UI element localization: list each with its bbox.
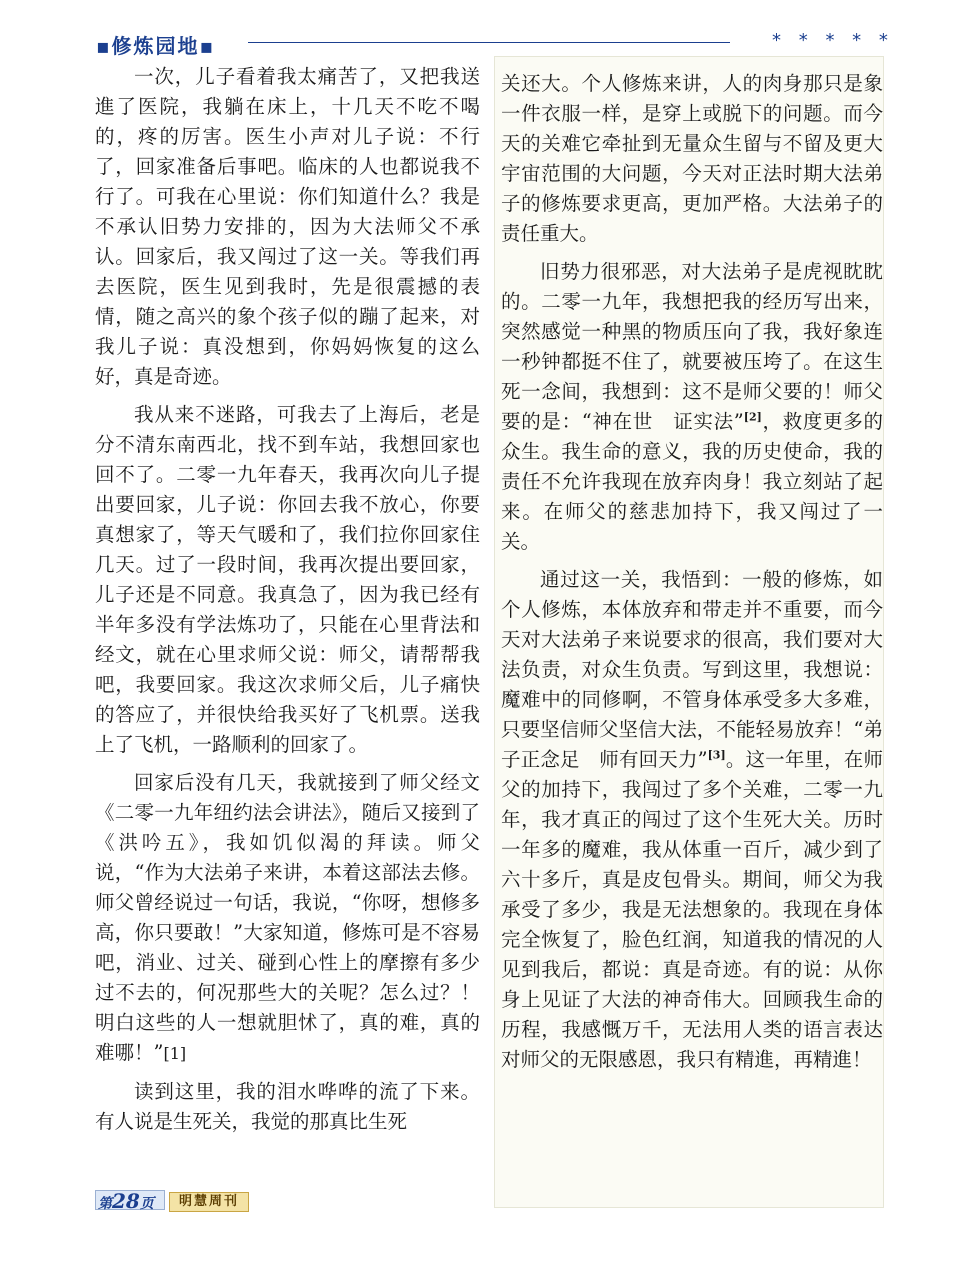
paragraph bbox=[501, 565, 883, 1075]
header-rule bbox=[248, 42, 730, 43]
paragraph bbox=[95, 768, 480, 1069]
page-number: 28 bbox=[112, 1189, 140, 1213]
footnote-ref[interactable]: [2] bbox=[743, 410, 762, 424]
paragraph bbox=[501, 257, 883, 557]
magazine-name: 明慧周刊 bbox=[169, 1192, 249, 1212]
paragraph-text: 。这一年里，在师父的加持下，我闯过了多个关难，二零一九年，我才真正的闯过了这个生死大关。历时一年多的魔难，我从体重一百斤，减少到了六十多斤，真是皮包骨头。期间，师父为我承受了多少，我是无法想象的。我现在身体完全恢复了，脸色红润，知道我的情况的人见到我后，都说：真是奇迹。有的说：从你身上见证了大法的神奇伟大。回顾我生命的历程，我感慨万千，无法用人类的语言表达对师父的无限感恩，我只有精進，再精進！ bbox=[501, 748, 883, 1071]
paragraph: 关还大。个人修炼来讲，人的肉身那只是象一件衣服一样，是穿上或脱下的问题。而今天的关难它牵扯到无量众生留与不留及更大宇宙范围的大问题，今天对正法时期大法弟子的修炼要求更高，更加严格。大法弟子的责任重大。 bbox=[501, 72, 883, 245]
paragraph: 读到这里，我的泪水哗哗的流了下来。有人说是生死关，我觉的那真比生死 bbox=[95, 1080, 480, 1133]
paragraph: 我从来不迷路，可我去了上海后，老是分不清东南西北，找不到车站，我想回家也回不了。二零一九年春天，我再次向儿子提出要回家，儿子说：你回去我不放心，你要真想家了，等天气暖和了，我们拉你回家住几天。过了一段时间，我再次提出要回家，儿子还是不同意。我真急了，因为我已经有半年多没有学法炼功了，只能在心里背法和经文，就在心里求师父说：师父，请帮帮我吧，我要回家。我这次求师父后，儿子痛快的答应了，并很快给我买好了飞机票。送我上了飞机，一路顺利的回家了。 bbox=[95, 403, 480, 756]
paragraph-text: 旧势力很邪恶，对大法弟子是虎视眈眈的。二零一九年，我想把我的经历写出来，突然感觉一种黑的物质压向了我，我好象连一秒钟都挺不住了，就要被压垮了。在这生死一念间，我想到：这不是师父要的！师父要的是：“神在世 证实法” bbox=[501, 260, 883, 433]
footnote-ref[interactable]: [1] bbox=[163, 1044, 187, 1063]
paragraph-text: ，救度更多的众生。我生命的意义，我的历史使命，我的责任不允许我现在放弃肉身！我立刻站了起来。在师父的慈悲加持下，我又闯过了一关。 bbox=[501, 410, 883, 553]
header-stars: * * * * * bbox=[772, 30, 894, 51]
page-header bbox=[0, 0, 978, 60]
page-suffix: 页 bbox=[139, 1196, 154, 1212]
left-column bbox=[95, 62, 480, 1145]
footnote-ref[interactable]: [3] bbox=[707, 748, 726, 762]
page-number-badge bbox=[95, 1189, 165, 1213]
paragraph-text: 回家后没有几天，我就接到了师父经文《二零一九年纽约法会讲法》，随后又接到了《洪吟五》，我如饥似渴的拜读。师父说，“作为大法弟子来讲，本着这部法去修。师父曾经说过一句话，我说，“你呀，想修多高，你只要敢！”大家知道，修炼可是不容易吧，消业、过关、碰到心性上的摩擦有多少过不去的，何况那些大的关呢？怎么过？！明白这些的人一想就胆怵了，真的难，真的难哪！” bbox=[95, 771, 480, 1064]
paragraph: 一次，儿子看着我太痛苦了，又把我送進了医院，我躺在床上，十几天不吃不喝的，疼的厉害。医生小声对儿子说：不行了，回家准备后事吧。临床的人也都说我不行了。可我在心里说：你们知道什么？我是不承认旧势力安排的，因为大法师父不承认。回家后，我又闯过了这一关。等我们再去医院，医生见到我时，先是很震撼的表情，随之高兴的象个孩子似的蹦了起来，对我儿子说：真没想到，你妈妈恢复的这么好，真是奇迹。 bbox=[95, 65, 480, 388]
right-column bbox=[494, 56, 884, 1208]
section-title: ▪修炼园地▪ bbox=[96, 34, 216, 58]
page-prefix: 第 bbox=[98, 1196, 112, 1212]
paragraph-text: 通过这一关，我悟到：一般的修炼，如个人修炼，本体放弃和带走并不重要，而今天对大法弟子来说要求的很高，我们要对大法负责，对众生负责。写到这里，我想说：魔难中的同修啊，不管身体承受多大多难，只要坚信师父坚信大法，不能轻易放弃！“弟子正念足 师有回天力” bbox=[501, 568, 883, 771]
